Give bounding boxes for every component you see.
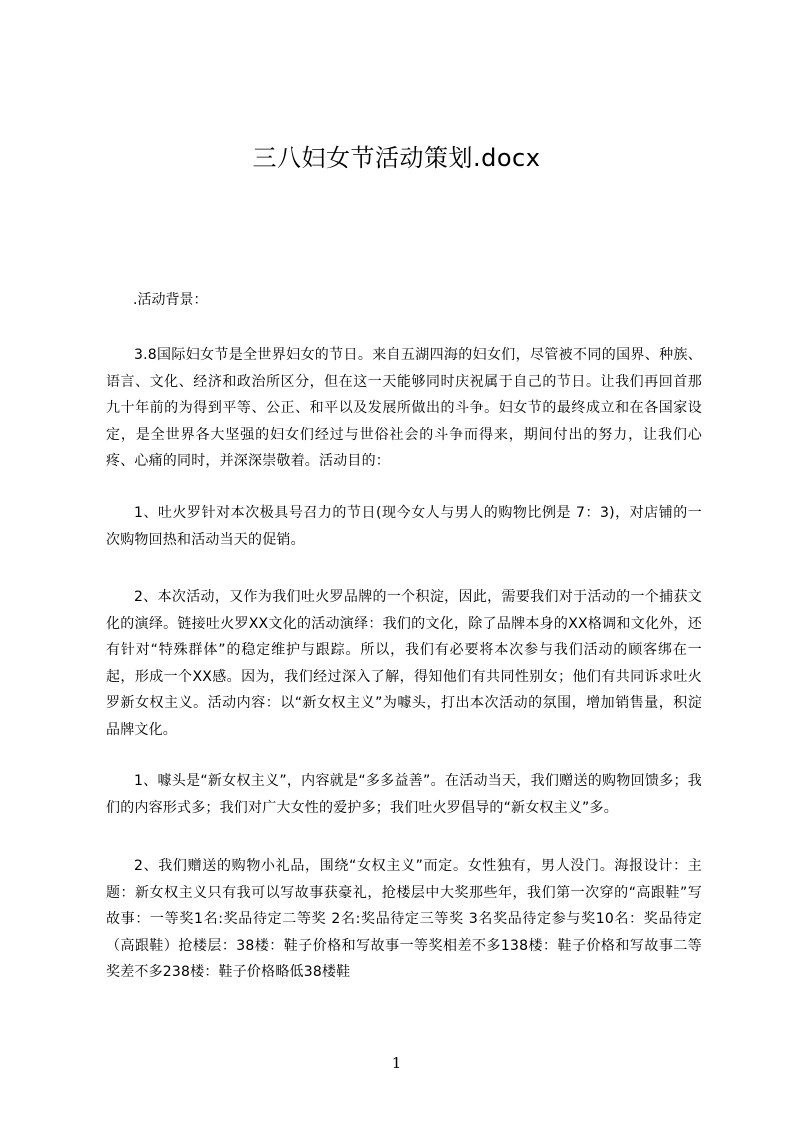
page-number: 1 bbox=[391, 1054, 402, 1072]
section-heading: .活动背景： bbox=[133, 292, 208, 308]
paragraph-purpose-1: 1、吐火罗针对本次极具号召力的节日(现今女人与男人的购物比例是 7：3)，对店铺的一次购物回热和活动当天的促销。 bbox=[106, 505, 702, 548]
paragraph-content-1: 1、噱头是“新女权主义”，内容就是“多多益善”。在活动当天，我们赠送的购物回馈多；我们的内容形式多；我们对广大女性的爱护多；我们吐火罗倡导的“新女权主义”多。 bbox=[106, 773, 702, 816]
paragraph-background: 3.8国际妇女节是全世界妇女的节日。来自五湖四海的妇女们，尽管被不同的国界、种族、语言、文化、经济和政治所区分，但在这一天能够同时庆祝属于自己的节日。让我们再回首那九十年前的为得到平等、公正、和平以及发展所做出的斗争。妇女节的最终成立和在各国家设定，是全世界各大坚强的妇女们经过与世俗社会的斗争而得来，期间付出的努力，让我们心疼、心痛的同时，并深深崇敬着。活动目的： bbox=[106, 347, 702, 469]
document-title: 三八妇女节活动策划.docx bbox=[252, 144, 541, 172]
paragraph-content-2: 2、我们赠送的购物小礼品，围绕“女权主义”而定。女性独有，男人没门。海报设计：主题：新女权主义只有我可以写故事获豪礼，抢楼层中大奖那些年，我们第一次穿的“高跟鞋”写故事：一等奖1名:奖品待定二等奖 2名:奖品待定三等奖 3名奖品待定参与奖10名：奖品待定（高跟鞋）抢楼层：38楼：鞋子价格和写故事一等奖相差不多138楼：鞋子价格和写故事二等奖差不多238楼：鞋子价格略低38楼鞋 bbox=[106, 858, 702, 980]
paragraph-purpose-2: 2、本次活动，又作为我们吐火罗品牌的一个积淀，因此，需要我们对于活动的一个捕获文化的演绎。链接吐火罗XX文化的活动演绎：我们的文化，除了品牌本身的XX格调和文化外，还有针对“特殊群体”的稳定维护与跟踪。所以，我们有必要将本次参与我们活动的顾客绑在一起，形成一个XX感。因为，我们经过深入了解，得知他们有共同性别女；他们有共同诉求吐火罗新女权主义。活动内容：以“新女权主义”为噱头，打出本次活动的氛围，增加销售量，积淀品牌文化。 bbox=[106, 589, 702, 738]
